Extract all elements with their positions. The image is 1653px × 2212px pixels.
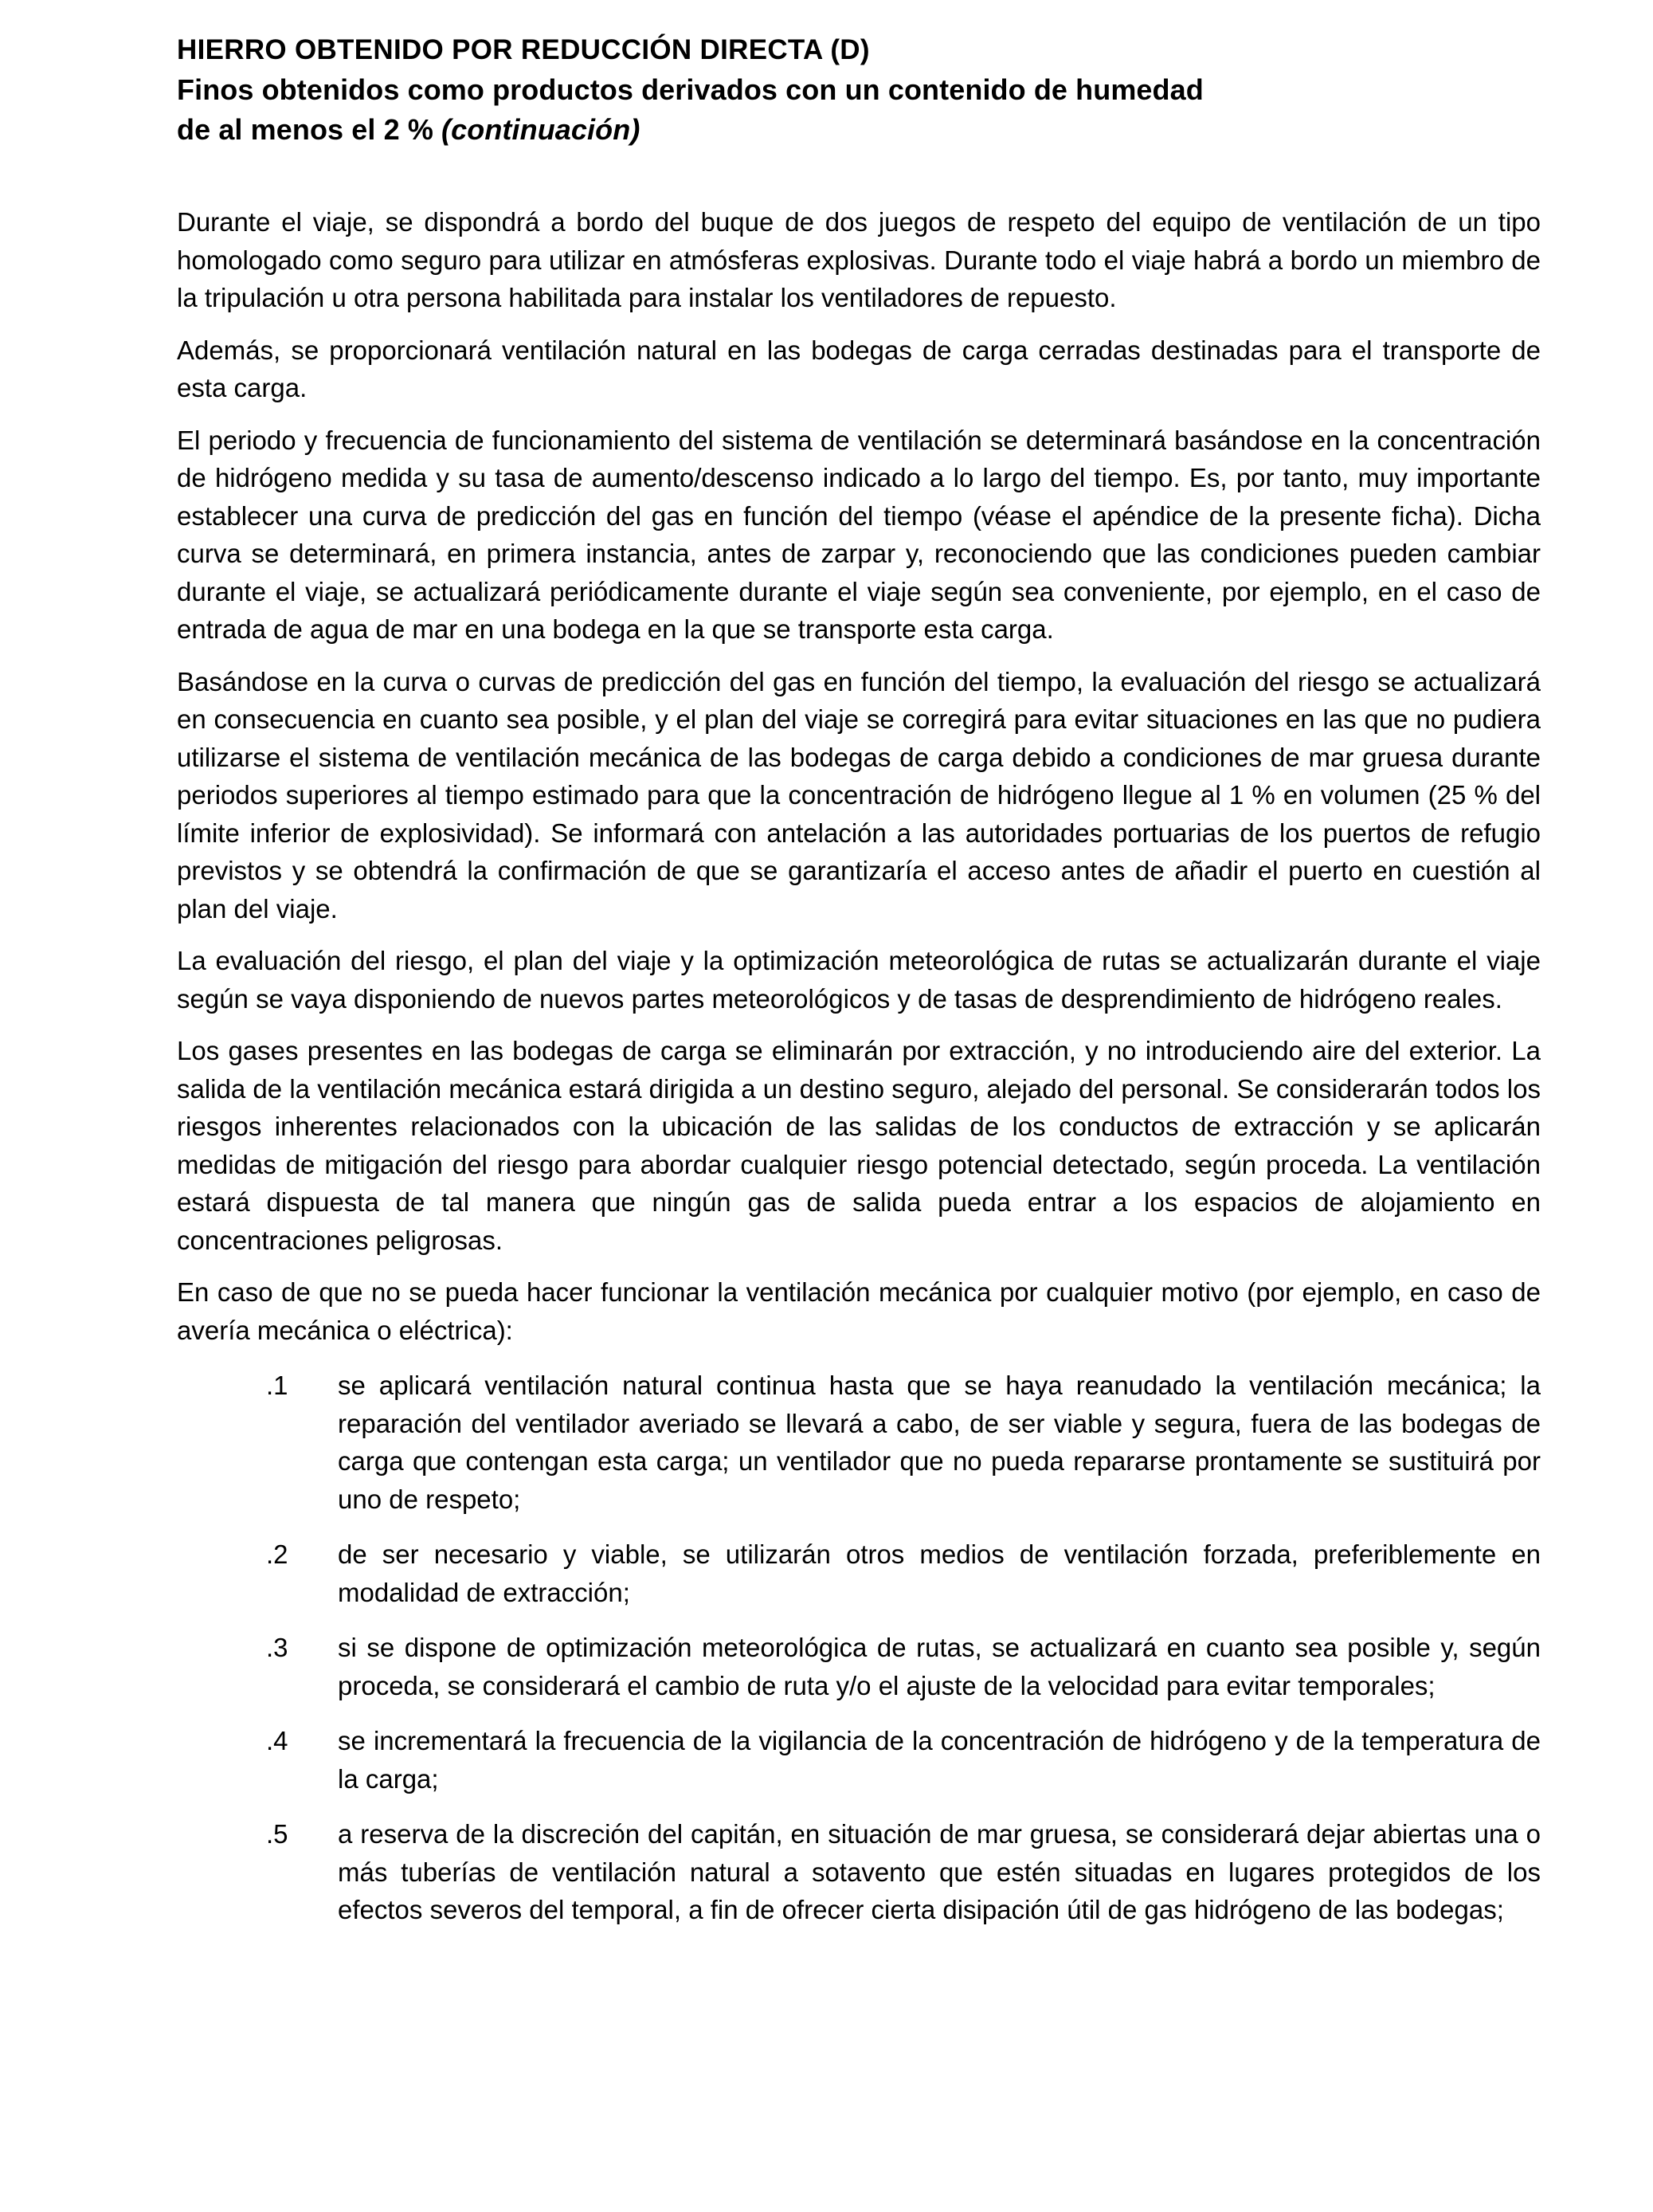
list-item-marker: .1 [266,1371,288,1400]
heading-moisture-text: de al menos el 2 % [177,113,433,146]
list-item [177,1535,1541,1611]
body-content [177,203,1541,1929]
paragraph: La evaluación del riesgo, el plan del viaje y la optimización meteorológica de rutas se actualizarán durante el viaje según se vaya disponiendo de nuevos partes meteorológicos y de tasas de desprendimiento de hidrógeno reales. [177,946,1541,1014]
list-item-marker: .4 [266,1726,288,1755]
paragraph: Los gases presentes en las bodegas de carga se eliminarán por extracción, y no introduciendo aire del exterior. La salida de la ventilación mecánica estará dirigida a un destino seguro, alejado del personal. Se considerarán todos los riesgos inherentes relacionados con la ubicación de las salidas de los conductos de extracción y se aplicarán medidas de mitigación del riesgo para abordar cualquier riesgo potencial detectado, según proceda. La ventilación estará dispuesta de tal manera que ningún gas de salida pueda entrar a los espacios de alojamiento en concentraciones peligrosas. [177,1036,1541,1255]
paragraph: En caso de que no se pueda hacer funcionar la ventilación mecánica por cualquier motivo (por ejemplo, en caso de avería mecánica o eléctrica): [177,1277,1541,1345]
list-item-marker: .2 [266,1539,288,1569]
heading-continuation-label: (continuación) [441,113,640,146]
page-heading [177,30,1531,150]
list-item-text: se incrementará la frecuencia de la vigilancia de la concentración de hidrógeno y de la temperatura de la carga; [338,1726,1541,1794]
paragraph: El periodo y frecuencia de funcionamiento del sistema de ventilación se determinará basándose en la concentración de hidrógeno medida y su tasa de aumento/descenso indicado a lo largo del tiempo. Es, por tanto, muy importante establecer una curva de predicción del gas en función del tiempo (véase el apéndice de la presente ficha). Dicha curva se determinará, en primera instancia, antes de zarpar y, reconociendo que las condiciones pueden cambiar durante el viaje, se actualizará periódicamente durante el viaje según sea conveniente, por ejemplo, en el caso de entrada de agua de mar en una bodega en la que se transporte esta carga. [177,425,1541,644]
list-item [177,1367,1541,1518]
heading-line-cargo-name: HIERRO OBTENIDO POR REDUCCIÓN DIRECTA (D) [177,34,870,65]
list-item [177,1815,1541,1929]
heading-line-description [177,70,1531,110]
paragraph: Basándose en la curva o curvas de predicción del gas en función del tiempo, la evaluación del riesgo se actualizará en consecuencia en cuanto sea posible, y el plan del viaje se corregirá para evitar situaciones en las que no pudiera utilizarse el sistema de ventilación mecánica de las bodegas de carga debido a condiciones de mar gruesa durante periodos superiores al tiempo estimado para que la concentración de hidrógeno llegue al 1 % en volumen (25 % del límite inferior de explosividad). Se informará con antelación a las autoridades portuarias de los puertos de refugio previstos y se obtendrá la confirmación de que se garantizaría el acceso antes de añadir el puerto en cuestión al plan del viaje. [177,666,1541,924]
list-item-text: si se dispone de optimización meteorológica de rutas, se actualizará en cuanto sea posible y, según proceda, se considerará el cambio de ruta y/o el ajuste de la velocidad para evitar temporales; [338,1633,1541,1700]
heading-description-text: Finos obtenidos como productos derivados con un contenido de humedad [177,73,1204,106]
paragraph: Durante el viaje, se dispondrá a bordo del buque de dos juegos de respeto del equipo de ventilación de un tipo homologado como seguro para utilizar en atmósferas explosivas. Durante todo el viaje habrá a bordo un miembro de la tripulación u otra persona habilitada para instalar los ventiladores de repuesto. [177,207,1541,312]
list-item [177,1722,1541,1798]
list-item-text: a reserva de la discreción del capitán, en situación de mar gruesa, se considerará dejar abiertas una o más tuberías de ventilación natural a sotavento que estén situadas en lugares protegidos de los efectos severos del temporal, a fin de ofrecer cierta disipación útil de gas hidrógeno de las bodegas; [338,1819,1541,1924]
list-item [177,1629,1541,1704]
heading-line-moisture [177,110,1531,150]
list-item-text: se aplicará ventilación natural continua hasta que se haya reanudado la ventilación mecánica; la reparación del ventilador averiado se llevará a cabo, de ser viable y segura, fuera de las bodegas de carga que contengan esta carga; un ventilador que no pueda repararse prontamente se sustituirá por uno de respeto; [338,1371,1541,1514]
numbered-list [177,1367,1541,1929]
list-item-text: de ser necesario y viable, se utilizarán otros medios de ventilación forzada, preferiblemente en modalidad de extracción; [338,1539,1541,1607]
list-item-marker: .5 [266,1819,288,1849]
paragraph: Además, se proporcionará ventilación natural en las bodegas de carga cerradas destinadas para el transporte de esta carga. [177,335,1541,402]
list-item-marker: .3 [266,1633,288,1662]
